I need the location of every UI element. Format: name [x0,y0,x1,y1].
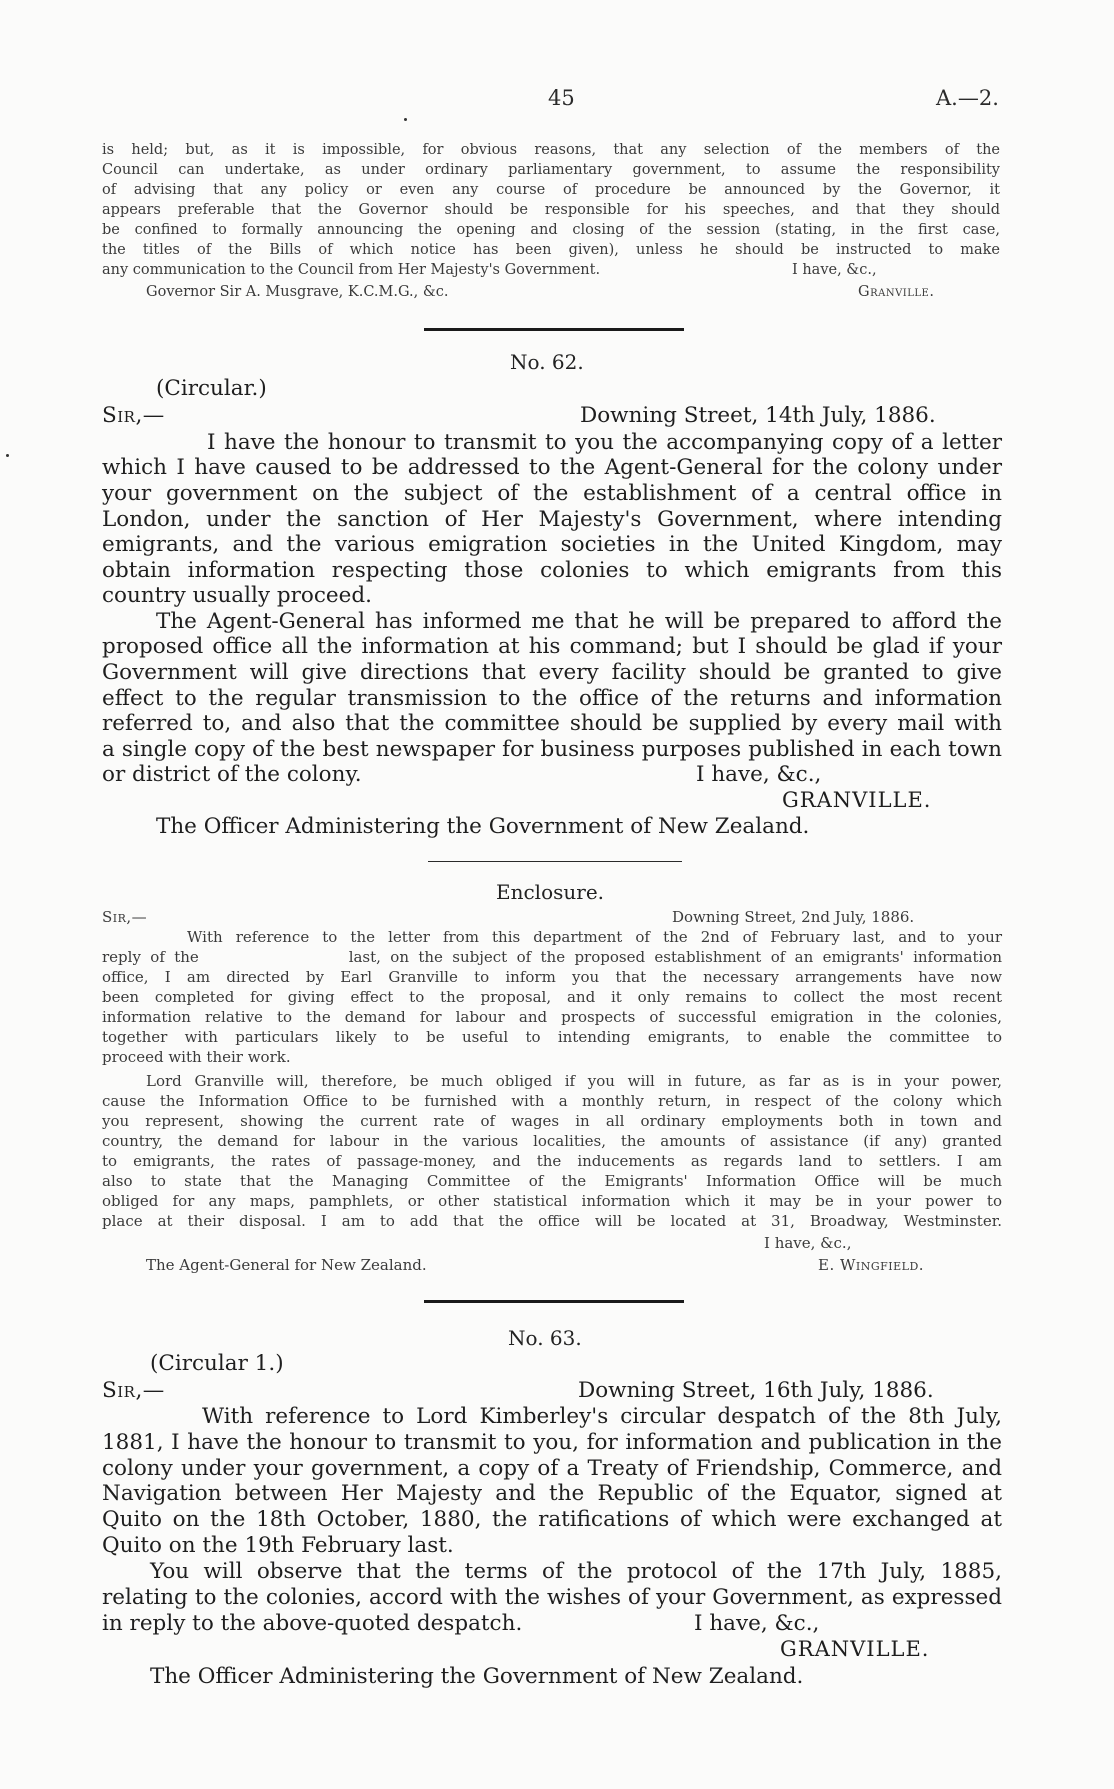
text-line: together with particulars likely to be useful to intending emigrants, to enable the committee to [102,1028,1002,1046]
text-line: I have the honour to transmit to you the accompanying copy of a letter [207,430,1002,455]
circular-label: (Circular 1.) [150,1351,284,1376]
text-line: Lord Granville will, therefore, be much obliged if you will in future, as far as is in your power, [146,1072,1002,1090]
text-line: appears preferable that the Governor should be responsible for his speeches, and that they should [102,202,1000,218]
addressee: The Officer Administering the Government of New Zealand. [156,814,810,839]
addressee: Governor Sir A. Musgrave, K.C.M.G., &c. [146,284,449,300]
text-line: obtain information respecting those colonies to which emigrants from this [102,558,1002,583]
document-reference: A.—2. [936,86,999,110]
print-speck [6,454,9,457]
signature: GRANVILLE. [780,1637,930,1661]
closing: I have, &c., [696,762,822,787]
text-line: place at their disposal. I am to add that the office will be located at 31, Broadway, Westminster. [102,1212,1002,1230]
text-line: Navigation between Her Majesty and the Republic of the Equator, signed at [102,1481,1002,1506]
text-line: Quito on the 18th October, 1880, the ratifications of which were exchanged at [102,1507,1002,1532]
text-line: proposed office all the information at his command; but I should be glad if your [102,634,1002,659]
text-line: colony under your government, a copy of a Treaty of Friendship, Commerce, and [102,1456,1002,1481]
text-line: reply of the last, on the subject of the proposed establishment of an emigrants' information [102,948,1002,966]
signature: E. Wingfield. [818,1256,925,1274]
text-line: Quito on the 19th February last. [102,1533,454,1558]
text-line: be confined to formally announcing the opening and closing of the session (stating, in the first case, [102,222,1000,238]
page-number: 45 [548,86,575,110]
text-line: proceed with their work. [102,1048,291,1066]
text-line: effect to the regular transmission to the office of the returns and information [102,686,1002,711]
text-line: 1881, I have the honour to transmit to you, for information and publication in the [102,1430,1002,1455]
text-line: cause the Information Office to be furnished with a monthly return, in respect of the colony which [102,1092,1002,1110]
text-line: referred to, and also that the committee should be supplied by every mail with [102,711,1002,736]
salutation: Sir,— [102,908,148,926]
text-line: been completed for giving effect to the proposal, and it only remains to collect the most recent [102,988,1002,1006]
text-line: the titles of the Bills of which notice has been given), unless he should be instructed to make [102,242,1000,258]
text-line: also to state that the Managing Committee of the Emigrants' Information Office will be much [102,1172,1002,1190]
text-line: is held; but, as it is impossible, for obvious reasons, that any selection of the members of the [102,142,1000,158]
text-line: obliged for any maps, pamphlets, or other statistical information which it may be in your power to [102,1192,1002,1210]
despatch-number: No. 63. [508,1326,582,1350]
salutation: Sir,— [102,403,165,428]
text-line: or district of the colony. [102,762,362,787]
text-line: country, the demand for labour in the various localities, the amounts of assistance (if any) granted [102,1132,1002,1150]
text-line: country usually proceed. [102,583,372,608]
text-line: relating to the colonies, accord with the wishes of your Government, as expressed [102,1585,1002,1610]
text-line: emigrants, and the various emigration societies in the United Kingdom, may [102,532,1002,557]
section-rule [424,1300,684,1303]
text-line: Government will give directions that every facility should be granted to give [102,660,1002,685]
dateline: Downing Street, 14th July, 1886. [580,403,936,428]
text-line: in reply to the above-quoted despatch. [102,1611,523,1636]
text-line: With reference to Lord Kimberley's circular despatch of the 8th July, [202,1404,1002,1429]
text-line: With reference to the letter from this department of the 2nd of February last, and to your [187,928,1002,946]
text-line: The Agent-General has informed me that he will be prepared to afford the [156,609,1002,634]
circular-label: (Circular.) [156,376,267,401]
text-line: you represent, showing the current rate of wages in all ordinary employments both in town and [102,1112,1002,1130]
text-line: to emigrants, the rates of passage-money, and the inducements as regards land to settlers. I am [102,1152,1002,1170]
text-line: of advising that any policy or even any course of procedure be announced by the Governor, it [102,182,1000,198]
print-speck [404,118,407,121]
text-line: London, under the sanction of Her Majesty's Government, where intending [102,507,1002,532]
enclosure-title: Enclosure. [496,880,605,904]
closing: I have, &c., [764,1234,852,1252]
text-line: You will observe that the terms of the protocol of the 17th July, 1885, [150,1559,1002,1584]
text-line: office, I am directed by Earl Granville to inform you that the necessary arrangements have now [102,968,1002,986]
salutation: Sir,— [102,1378,165,1403]
dateline: Downing Street, 16th July, 1886. [578,1378,934,1403]
section-rule [428,861,682,862]
text-line: information relative to the demand for labour and prospects of successful emigration in the colonies, [102,1008,1002,1026]
section-rule [424,328,684,331]
addressee: The Officer Administering the Government of New Zealand. [150,1664,804,1689]
text-line: a single copy of the best newspaper for business purposes published in each town [102,737,1002,762]
dateline: Downing Street, 2nd July, 1886. [672,908,915,926]
closing: I have, &c., [694,1611,820,1636]
signature: GRANVILLE. [782,788,932,812]
text-line: your government on the subject of the establishment of a central office in [102,481,1002,506]
addressee: The Agent-General for New Zealand. [146,1256,427,1274]
text-line: Council can undertake, as under ordinary parliamentary government, to assume the responsibility [102,162,1000,178]
text-line: any communication to the Council from Her Majesty's Government. [102,262,601,278]
despatch-number: No. 62. [510,350,584,374]
signature: Granville. [858,284,935,300]
closing: I have, &c., [792,262,877,278]
text-line: which I have caused to be addressed to the Agent-General for the colony under [102,455,1002,480]
